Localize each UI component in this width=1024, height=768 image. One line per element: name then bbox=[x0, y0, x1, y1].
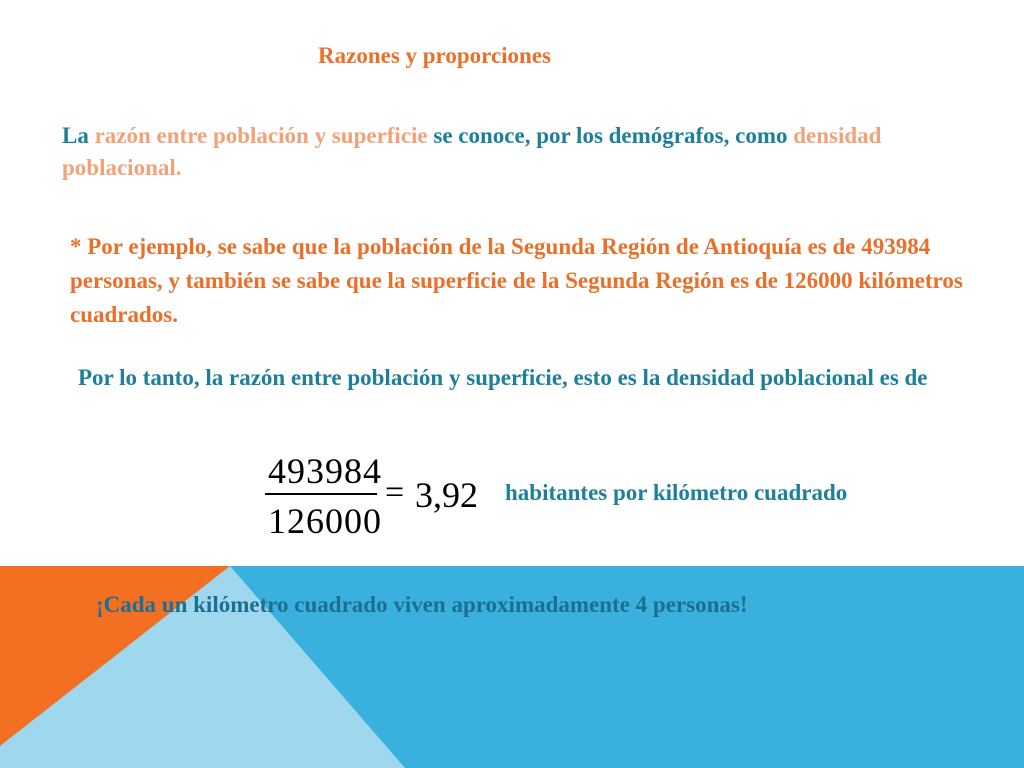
conclusion-paragraph: Por lo tanto, la razón entre población y superficie, esto es la densidad poblacional es de bbox=[78, 365, 928, 390]
intro-highlight-ratio: razón entre población y superficie bbox=[94, 123, 428, 148]
example-paragraph: * Por ejemplo, se sabe que la población de la Segunda Región de Antioquía es de 493984 personas, y también se sabe que la superficie de la Segunda Región es de 126000 kilómetros cuadrados. bbox=[70, 234, 963, 327]
slide-title: Razones y proporciones bbox=[318, 43, 551, 68]
intro-paragraph bbox=[62, 120, 982, 184]
intro-text-2: se conoce, por los demógrafos, como bbox=[427, 123, 794, 148]
formula-denominator: 126000 bbox=[268, 501, 382, 541]
highlight-message: ¡Cada un kilómetro cuadrado viven aproximadamente 4 personas! bbox=[96, 592, 748, 617]
units-label: habitantes por kilómetro cuadrado bbox=[505, 480, 848, 505]
intro-highlight-density: densidad poblacional. bbox=[62, 123, 882, 180]
density-formula bbox=[265, 448, 485, 548]
intro-text-1: La bbox=[62, 123, 95, 148]
formula-result: 3,92 bbox=[415, 475, 478, 515]
fraction-bar bbox=[265, 493, 377, 495]
equals-sign: = bbox=[385, 474, 405, 511]
formula-numerator: 493984 bbox=[268, 451, 382, 491]
